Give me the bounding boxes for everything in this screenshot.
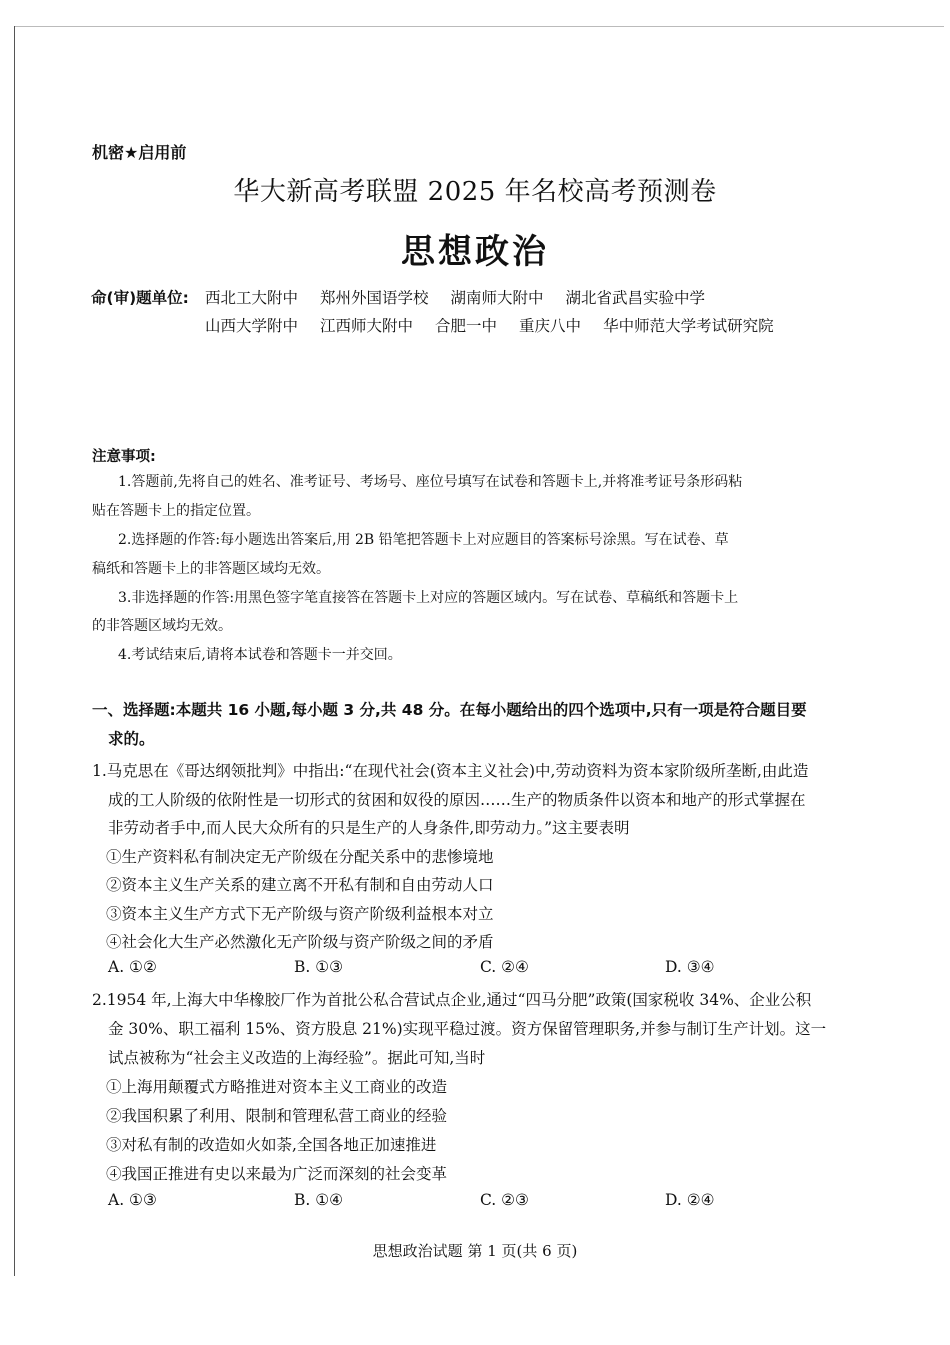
section-heading: 一、选择题:本题共 16 小题,每小题 3 分,共 48 分。在每小题给出的四个选项中,只有一项是符合题目要 — [92, 701, 807, 719]
unit-name: 西北工大附中 — [205, 289, 299, 307]
question-2-choice-c: C. ②③ — [480, 1191, 529, 1209]
question-1-choice-d: D. ③④ — [665, 958, 715, 976]
notice-line: 贴在答题卡上的指定位置。 — [92, 503, 260, 519]
question-2-statement: ④我国正推进有史以来最为广泛而深刻的社会变革 — [106, 1165, 448, 1183]
question-2-stem: 2.1954 年,上海大中华橡胶厂作为首批公私合营试点企业,通过“四马分肥”政策(国家税收 34%、企业公积 — [92, 991, 812, 1009]
notice-line: 1.答题前,先将自己的姓名、准考证号、考场号、座位号填写在试卷和答题卡上,并将准考证号条形码粘 — [118, 474, 743, 490]
confidential-label: 机密★启用前 — [92, 143, 187, 162]
unit-name: 郑州外国语学校 — [320, 289, 429, 307]
question-1-statement: ③资本主义生产方式下无产阶级与资产阶级利益根本对立 — [106, 905, 494, 923]
unit-name: 江西师大附中 — [320, 317, 414, 335]
question-1-statement: ②资本主义生产关系的建立离不开私有制和自由劳动人口 — [106, 876, 494, 894]
unit-name: 合肥一中 — [435, 317, 498, 335]
question-2-choice-d: D. ②④ — [665, 1191, 715, 1209]
exam-title: 华大新高考联盟 2025 年名校高考预测卷 — [233, 177, 717, 207]
question-1-stem: 非劳动者手中,而人民大众所有的只是生产的人身条件,即劳动力。”这主要表明 — [108, 819, 630, 837]
question-1-statement: ④社会化大生产必然激化无产阶级与资产阶级之间的矛盾 — [106, 933, 494, 951]
units-label: 命(审)题单位: — [91, 289, 189, 307]
question-2-stem: 金 30%、职工福利 15%、资方股息 21%)实现平稳过渡。资方保留管理职务,并参与制订生产计划。这一 — [108, 1020, 827, 1038]
notice-line: 稿纸和答题卡上的非答题区域均无效。 — [92, 561, 330, 577]
notice-title: 注意事项: — [92, 449, 156, 465]
question-2-choice-b: B. ①④ — [294, 1191, 344, 1209]
unit-name: 湖北省武昌实验中学 — [565, 289, 706, 307]
question-2-statement: ③对私有制的改造如火如荼,全国各地正加速推进 — [106, 1136, 437, 1154]
question-1-choice-c: C. ②④ — [480, 958, 529, 976]
unit-name: 重庆八中 — [519, 317, 582, 335]
question-2-statement: ②我国积累了利用、限制和管理私营工商业的经验 — [106, 1107, 448, 1125]
units-row-1 — [205, 286, 705, 308]
unit-name: 华中师范大学考试研究院 — [603, 317, 774, 335]
section-heading-cont: 求的。 — [108, 730, 155, 748]
notice-line: 的非答题区域均无效。 — [92, 618, 232, 634]
question-2-stem: 试点被称为“社会主义改造的上海经验”。据此可知,当时 — [108, 1049, 486, 1067]
question-1-stem: 1.马克思在《哥达纲领批判》中指出:“在现代社会(资本主义社会)中,劳动资料为资本家阶级所垄断,由此造 — [92, 762, 809, 780]
subject-title: 思想政治 — [401, 232, 549, 272]
question-2-statement: ①上海用颠覆式方略推进对资本主义工商业的改造 — [106, 1078, 448, 1096]
question-1-statement: ①生产资料私有制决定无产阶级在分配关系中的悲惨境地 — [106, 848, 494, 866]
units-row-2 — [205, 314, 774, 336]
question-1-choice-b: B. ①③ — [294, 958, 344, 976]
unit-name: 山西大学附中 — [205, 317, 299, 335]
notice-line: 2.选择题的作答:每小题选出答案后,用 2B 铅笔把答题卡上对应题目的答案标号涂黑。写在试卷、草 — [118, 532, 729, 548]
question-1-choice-a: A. ①② — [108, 958, 157, 976]
unit-name: 湖南师大附中 — [450, 289, 544, 307]
question-1-stem: 成的工人阶级的依附性是一切形式的贫困和奴役的原因……生产的物质条件以资本和地产的形式掌握在 — [108, 791, 806, 809]
notice-line: 4.考试结束后,请将本试卷和答题卡一并交回。 — [118, 647, 402, 663]
question-2-choice-a: A. ①③ — [108, 1191, 157, 1209]
notice-line: 3.非选择题的作答:用黑色签字笔直接答在答题卡上对应的答题区域内。写在试卷、草稿纸和答题卡上 — [118, 590, 739, 606]
page-footer: 思想政治试题 第 1 页(共 6 页) — [372, 1242, 578, 1260]
